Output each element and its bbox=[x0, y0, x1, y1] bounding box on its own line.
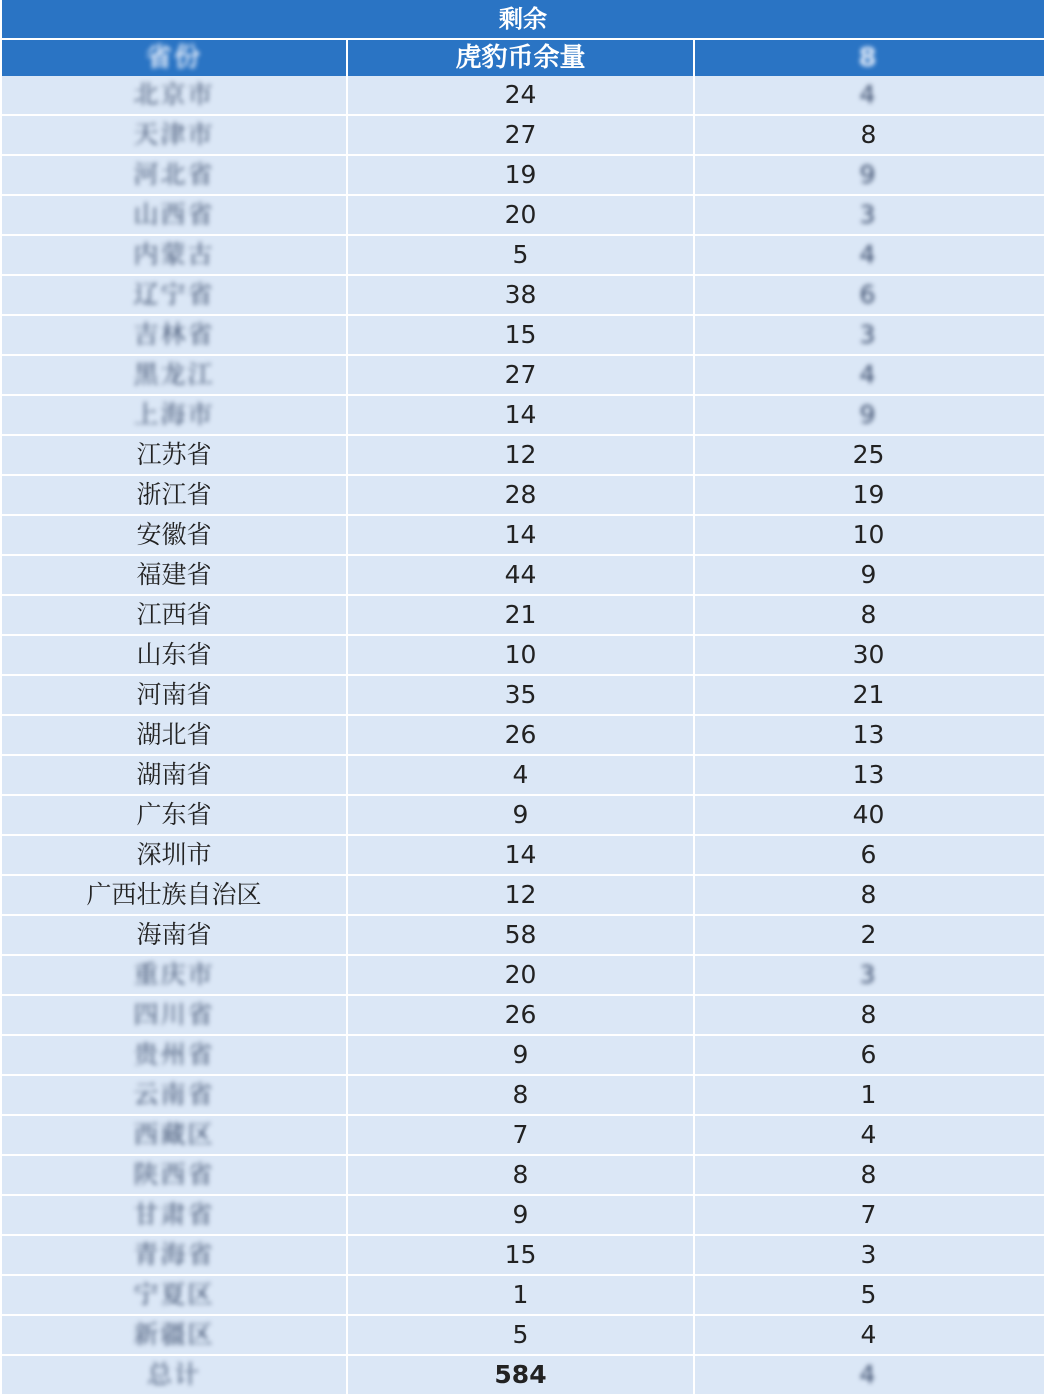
extra-cell: 13 bbox=[852, 720, 885, 749]
region-cell: 湖南省 bbox=[2, 756, 348, 794]
table-body bbox=[2, 76, 1044, 1396]
region-cell: 浙江省 bbox=[2, 476, 348, 514]
region-cell: 天津市 bbox=[2, 116, 348, 154]
extra-cell: 4 bbox=[859, 1360, 878, 1389]
region-cell: 海南省 bbox=[2, 916, 348, 954]
extra-cell: 30 bbox=[852, 640, 885, 669]
region-cell: 新疆区 bbox=[2, 1316, 348, 1354]
extra-cell: 5 bbox=[860, 1280, 877, 1309]
balance-cell: 38 bbox=[348, 276, 695, 314]
extra-cell: 1 bbox=[860, 1080, 877, 1109]
table-row bbox=[2, 676, 1044, 716]
extra-cell: 4 bbox=[859, 360, 878, 389]
extra-cell: 4 bbox=[860, 1120, 877, 1149]
extra-cell: 3 bbox=[859, 960, 878, 989]
region-cell: 湖北省 bbox=[2, 716, 348, 754]
extra-cell: 3 bbox=[859, 320, 878, 349]
balance-cell: 9 bbox=[348, 796, 695, 834]
extra-cell: 19 bbox=[852, 480, 885, 509]
region-cell: 广东省 bbox=[2, 796, 348, 834]
extra-cell: 8 bbox=[860, 1000, 877, 1029]
balance-cell: 26 bbox=[348, 716, 695, 754]
extra-cell: 2 bbox=[860, 920, 877, 949]
data-table bbox=[2, 0, 1044, 1396]
region-cell: 广西壮族自治区 bbox=[2, 876, 348, 914]
region-cell: 云南省 bbox=[2, 1076, 348, 1114]
total-row bbox=[2, 1356, 1044, 1396]
balance-cell: 26 bbox=[348, 996, 695, 1034]
table-row bbox=[2, 276, 1044, 316]
header-row bbox=[2, 40, 1044, 76]
region-cell: 江苏省 bbox=[2, 436, 348, 474]
extra-cell: 9 bbox=[859, 400, 878, 429]
table-row bbox=[2, 716, 1044, 756]
region-cell: 贵州省 bbox=[2, 1036, 348, 1074]
table-row bbox=[2, 1316, 1044, 1356]
extra-cell: 8 bbox=[860, 120, 877, 149]
table-row bbox=[2, 916, 1044, 956]
table-row bbox=[2, 876, 1044, 916]
balance-cell: 12 bbox=[348, 436, 695, 474]
extra-cell: 4 bbox=[859, 80, 878, 109]
balance-cell: 27 bbox=[348, 356, 695, 394]
table-row bbox=[2, 956, 1044, 996]
region-cell: 江西省 bbox=[2, 596, 348, 634]
region-cell: 深圳市 bbox=[2, 836, 348, 874]
region-cell: 辽宁省 bbox=[2, 276, 348, 314]
extra-cell: 40 bbox=[852, 800, 885, 829]
table-row bbox=[2, 836, 1044, 876]
extra-cell: 4 bbox=[860, 1320, 877, 1349]
extra-cell: 9 bbox=[859, 160, 878, 189]
balance-cell: 9 bbox=[348, 1036, 695, 1074]
balance-cell: 15 bbox=[348, 316, 695, 354]
region-cell: 上海市 bbox=[2, 396, 348, 434]
region-cell: 河北省 bbox=[2, 156, 348, 194]
region-cell: 山东省 bbox=[2, 636, 348, 674]
region-cell: 黑龙江 bbox=[2, 356, 348, 394]
balance-cell: 21 bbox=[348, 596, 695, 634]
balance-cell: 24 bbox=[348, 76, 695, 114]
table-row bbox=[2, 1156, 1044, 1196]
header-region: 省份 bbox=[2, 40, 348, 76]
region-cell: 河南省 bbox=[2, 676, 348, 714]
table-row bbox=[2, 116, 1044, 156]
region-cell: 重庆市 bbox=[2, 956, 348, 994]
balance-cell: 15 bbox=[348, 1236, 695, 1274]
region-cell: 福建省 bbox=[2, 556, 348, 594]
table-row bbox=[2, 196, 1044, 236]
balance-cell: 584 bbox=[348, 1356, 695, 1394]
header-extra: 8 bbox=[858, 43, 879, 73]
region-cell: 四川省 bbox=[2, 996, 348, 1034]
table-row bbox=[2, 596, 1044, 636]
balance-cell: 19 bbox=[348, 156, 695, 194]
balance-cell: 7 bbox=[348, 1116, 695, 1154]
balance-cell: 9 bbox=[348, 1196, 695, 1234]
extra-cell: 4 bbox=[859, 240, 878, 269]
table-row bbox=[2, 996, 1044, 1036]
table-row bbox=[2, 1076, 1044, 1116]
extra-cell: 13 bbox=[852, 760, 885, 789]
table-row bbox=[2, 556, 1044, 596]
balance-cell: 58 bbox=[348, 916, 695, 954]
extra-cell: 6 bbox=[860, 1040, 877, 1069]
region-cell: 内蒙古 bbox=[2, 236, 348, 274]
region-cell: 宁夏区 bbox=[2, 1276, 348, 1314]
balance-cell: 8 bbox=[348, 1076, 695, 1114]
region-cell: 吉林省 bbox=[2, 316, 348, 354]
region-cell: 陕西省 bbox=[2, 1156, 348, 1194]
balance-cell: 27 bbox=[348, 116, 695, 154]
region-cell: 西藏区 bbox=[2, 1116, 348, 1154]
region-cell: 甘肃省 bbox=[2, 1196, 348, 1234]
extra-cell: 6 bbox=[860, 840, 877, 869]
balance-cell: 1 bbox=[348, 1276, 695, 1314]
table-row bbox=[2, 636, 1044, 676]
table-row bbox=[2, 236, 1044, 276]
table-row bbox=[2, 756, 1044, 796]
balance-cell: 10 bbox=[348, 636, 695, 674]
extra-cell: 6 bbox=[859, 280, 878, 309]
extra-cell: 8 bbox=[860, 880, 877, 909]
table-row bbox=[2, 156, 1044, 196]
balance-cell: 28 bbox=[348, 476, 695, 514]
extra-cell: 9 bbox=[860, 560, 877, 589]
extra-cell: 25 bbox=[852, 440, 885, 469]
region-cell: 山西省 bbox=[2, 196, 348, 234]
region-cell: 北京市 bbox=[2, 76, 348, 114]
table-title: 剩余 bbox=[2, 0, 1044, 40]
balance-cell: 14 bbox=[348, 516, 695, 554]
table-row bbox=[2, 796, 1044, 836]
extra-cell: 8 bbox=[860, 1160, 877, 1189]
balance-cell: 14 bbox=[348, 836, 695, 874]
balance-cell: 4 bbox=[348, 756, 695, 794]
table-row bbox=[2, 1036, 1044, 1076]
table-row bbox=[2, 76, 1044, 116]
table-row bbox=[2, 356, 1044, 396]
region-cell: 总计 bbox=[2, 1356, 348, 1394]
table-row bbox=[2, 1116, 1044, 1156]
extra-cell: 21 bbox=[852, 680, 885, 709]
extra-cell: 3 bbox=[860, 1240, 877, 1269]
region-cell: 青海省 bbox=[2, 1236, 348, 1274]
balance-cell: 20 bbox=[348, 956, 695, 994]
table-row bbox=[2, 436, 1044, 476]
balance-cell: 5 bbox=[348, 1316, 695, 1354]
table-row bbox=[2, 1196, 1044, 1236]
extra-cell: 7 bbox=[860, 1200, 877, 1229]
balance-cell: 14 bbox=[348, 396, 695, 434]
header-balance: 虎豹币余量 bbox=[348, 40, 695, 76]
table-row bbox=[2, 316, 1044, 356]
table-row bbox=[2, 476, 1044, 516]
extra-cell: 10 bbox=[852, 520, 885, 549]
table-row bbox=[2, 1276, 1044, 1316]
balance-cell: 44 bbox=[348, 556, 695, 594]
balance-cell: 8 bbox=[348, 1156, 695, 1194]
region-cell: 安徽省 bbox=[2, 516, 348, 554]
balance-cell: 5 bbox=[348, 236, 695, 274]
table-row bbox=[2, 1236, 1044, 1276]
balance-cell: 35 bbox=[348, 676, 695, 714]
balance-cell: 20 bbox=[348, 196, 695, 234]
extra-cell: 3 bbox=[859, 200, 878, 229]
table-row bbox=[2, 396, 1044, 436]
extra-cell: 8 bbox=[860, 600, 877, 629]
table-row bbox=[2, 516, 1044, 556]
balance-cell: 12 bbox=[348, 876, 695, 914]
